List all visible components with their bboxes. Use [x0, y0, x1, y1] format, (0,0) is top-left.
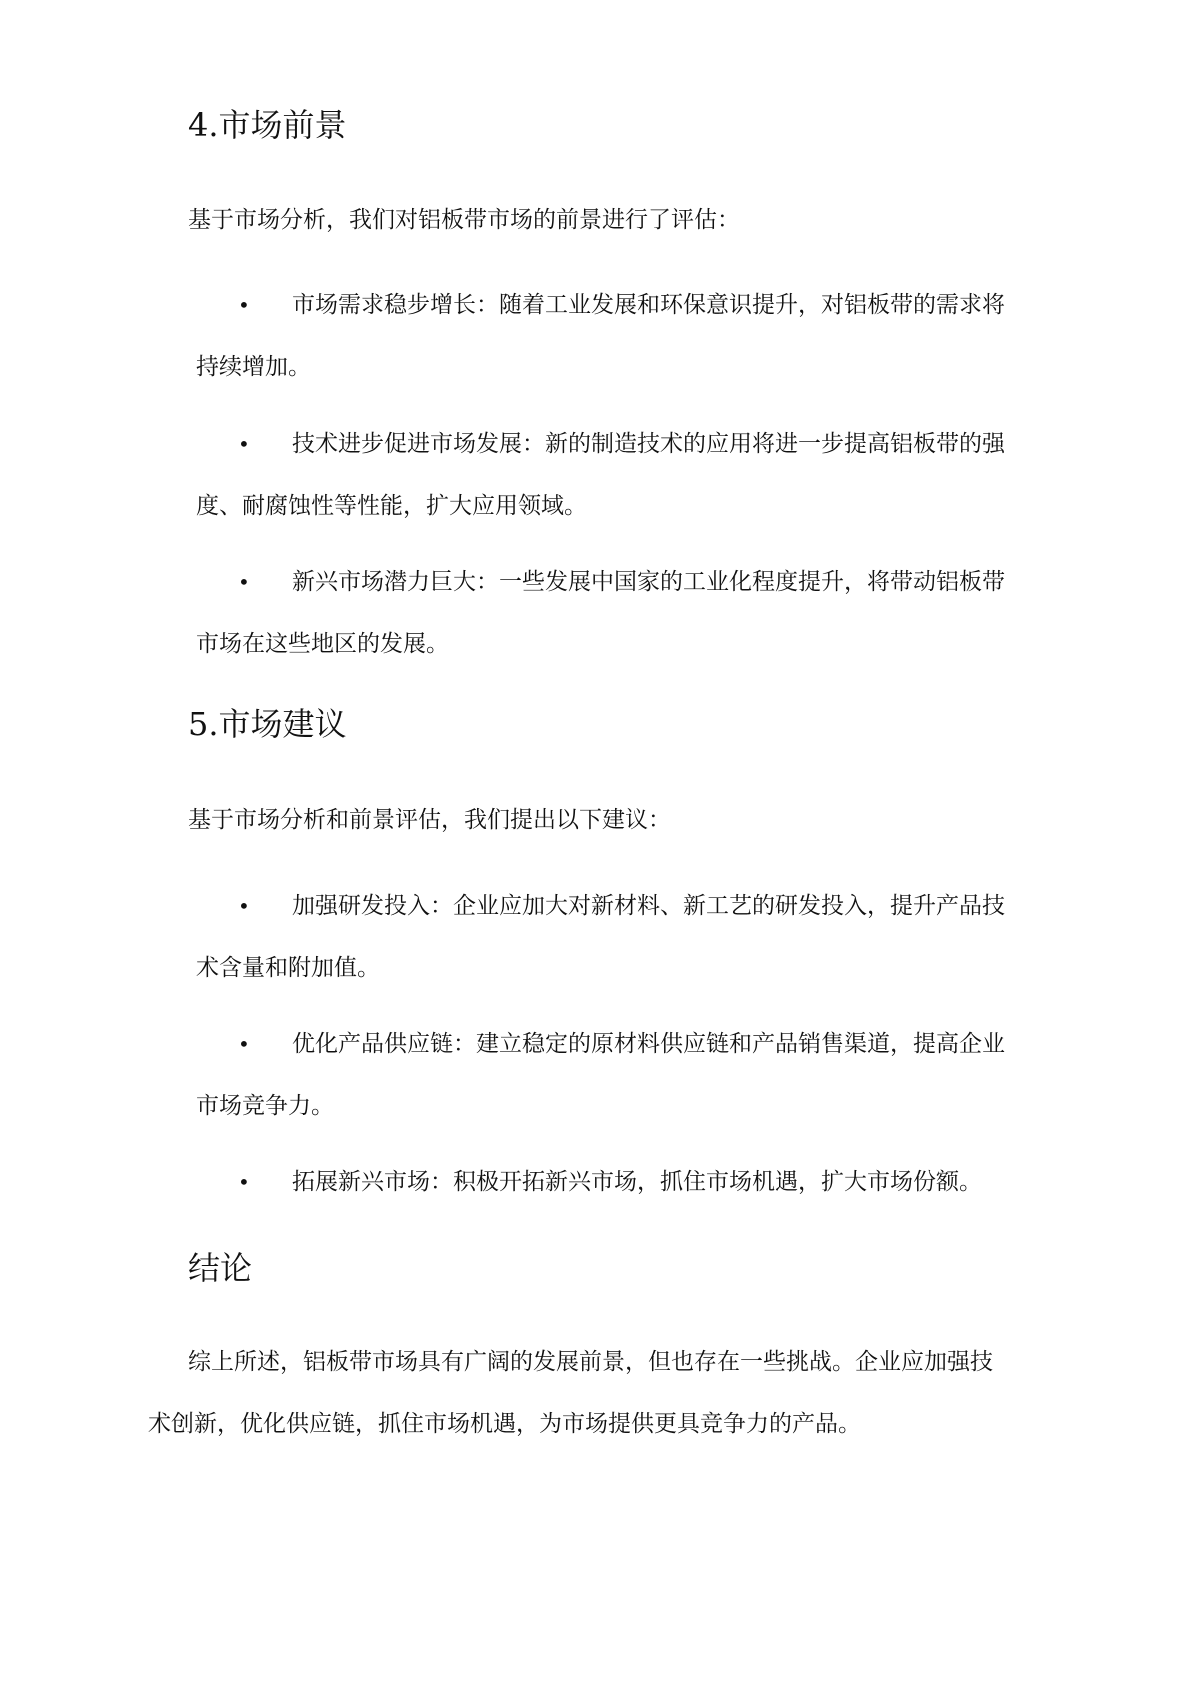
- list-item-text: 技术进步促进市场发展：新的制造技术的应用将进一步提高铝板带的强: [292, 431, 1005, 457]
- section-heading-market-outlook: 4.市场前景: [188, 106, 347, 144]
- list-item-text: 新兴市场潜力巨大：一些发展中国家的工业化程度提升，将带动铝板带: [292, 569, 1005, 595]
- list-item-text-continued: 市场竞争力。: [196, 1093, 334, 1119]
- conclusion-text: 综上所述，铝板带市场具有广阔的发展前景，但也存在一些挑战。企业应加强技: [188, 1349, 993, 1375]
- bullet-icon: •: [238, 293, 250, 317]
- bullet-icon: •: [238, 1170, 250, 1194]
- conclusion-text-continued: 术创新，优化供应链，抓住市场机遇，为市场提供更具竞争力的产品。: [148, 1411, 861, 1437]
- list-item-text: 加强研发投入：企业应加大对新材料、新工艺的研发投入，提升产品技: [292, 893, 1005, 919]
- bullet-icon: •: [238, 570, 250, 594]
- list-item-text-continued: 市场在这些地区的发展。: [196, 631, 449, 657]
- list-item-text: 市场需求稳步增长：随着工业发展和环保意识提升，对铝板带的需求将: [292, 292, 1005, 318]
- list-item-text: 优化产品供应链：建立稳定的原材料供应链和产品销售渠道，提高企业: [292, 1031, 1005, 1057]
- bullet-icon: •: [238, 432, 250, 456]
- list-item-text-continued: 度、耐腐蚀性等性能，扩大应用领域。: [196, 493, 587, 519]
- section-intro-market-recommendations: 基于市场分析和前景评估，我们提出以下建议：: [188, 807, 671, 833]
- bullet-icon: •: [238, 894, 250, 918]
- list-item-text-continued: 持续增加。: [196, 354, 311, 380]
- section-heading-conclusion: 结论: [188, 1249, 253, 1287]
- list-item-text-continued: 术含量和附加值。: [196, 955, 380, 981]
- list-item-text: 拓展新兴市场：积极开拓新兴市场，抓住市场机遇，扩大市场份额。: [292, 1169, 982, 1195]
- section-intro-market-outlook: 基于市场分析，我们对铝板带市场的前景进行了评估：: [188, 207, 740, 233]
- bullet-icon: •: [238, 1032, 250, 1056]
- section-heading-market-recommendations: 5.市场建议: [188, 705, 347, 743]
